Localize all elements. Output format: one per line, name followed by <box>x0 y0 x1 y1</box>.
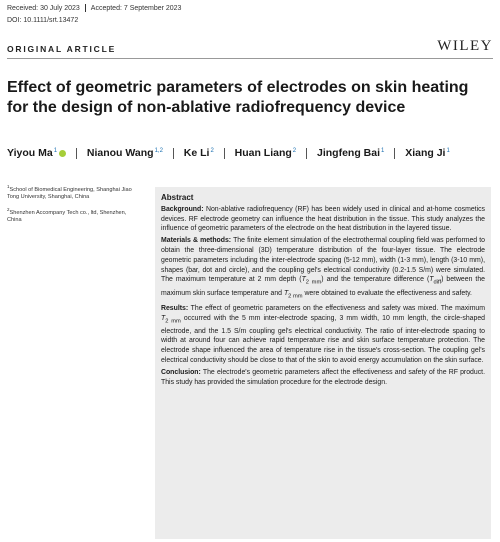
author-divider <box>306 148 307 159</box>
abstract-conclusion: Conclusion: The electrode's geometric parameters affect the effectiveness and safety of the RF product. This study has provided the simulation procedure for the electrode design. <box>161 368 485 386</box>
publication-dates <box>7 4 181 12</box>
author[interactable]: Xiang Ji$^1$ <box>405 147 450 159</box>
header-divider <box>7 58 493 59</box>
author[interactable]: Jingfeng Bai$^1$ <box>316 147 385 159</box>
author-divider <box>224 148 225 159</box>
publisher-logo: WILEY <box>437 38 493 54</box>
author-divider <box>394 148 395 159</box>
author-list <box>7 147 497 159</box>
article-type: ORIGINAL ARTICLE <box>7 44 117 54</box>
author-divider <box>173 148 174 159</box>
abstract-results: Results: The effect of geometric parameters on the effectiveness and safety was mixed. The maximum $T_{2 mm}$ occurred with the 5 mm inter-electrode spacing, 3 mm width, 10 mm length, the circle-shaped electrode, and the 1.5 S/m coupling gel's electrical conductivity. The ratio of inter-electrode spacing to width at around four can achieve rapid temperature rise and skin surface temperature protection. The electrode shape influenced the area of temperature rise in the tissue's cross-section. The coupling gel's electrical conductivity should be close to that of the skin to avoid energy accumulation on the skin surface. <box>161 304 486 365</box>
affiliation: $^2$Shenzhen Accompany Tech co., ltd, Shenzhen, China <box>7 206 127 223</box>
abstract-methods: Materials & methods: The finite element simulation of the electrothermal coupling field was performed to obtain the three-dimensional (3D) temperature distribution of the four-layer tissue. The electrode geometric parameters including the inter-electrode spacing (5-12 mm), width (1-3 mm), length (3-10 mm), shapes (bar, dot and circle), and the coupling gel's electrical conductivity (0.2-1.5 S/m) were simulated. The maximum temperature at 2 mm depth $(T_{2 mm})$ and the temperature difference $(T_{diff})$ between the maximum skin surface temperature and $T_{2 mm}$ were obtained to evaluate the effectiveness and safety. <box>161 237 486 299</box>
abstract-box <box>155 187 491 539</box>
affiliation: $^1$School of Biomedical Engineering, Shanghai Jiao Tong University, Shanghai, China <box>7 184 132 201</box>
doi[interactable]: DOI: 10.1111/srt.13472 <box>7 17 79 24</box>
author-divider <box>76 148 77 159</box>
accepted-date: Accepted: 7 September 2023 <box>90 4 182 12</box>
received-date: Received: 30 July 2023 <box>7 4 80 12</box>
article-title: Effect of geometric parameters of electrodes on skin heating for the design of non-ablative radiofrequency device <box>7 79 469 116</box>
abstract-heading: Abstract <box>161 193 194 202</box>
affiliations <box>7 183 135 228</box>
author[interactable]: Ke Li$^2$ <box>183 147 214 159</box>
orcid-icon[interactable] <box>59 150 66 157</box>
author[interactable]: Huan Liang$^2$ <box>234 147 297 159</box>
author[interactable]: Nianou Wang$^{1,2}$ <box>86 147 163 159</box>
abstract-background: Background: Non-ablative radiofrequency (RF) has been widely used in clinical and at-home cosmetics devices. RF electrode geometry can influence the heat distribution in the tissue. This study analyzes the influence of geometric parameters of the electrode on the heat distribution in the layered tissue. <box>161 205 485 233</box>
meta-divider <box>85 4 86 12</box>
author[interactable]: Yiyou Ma$^1$ <box>7 147 66 159</box>
